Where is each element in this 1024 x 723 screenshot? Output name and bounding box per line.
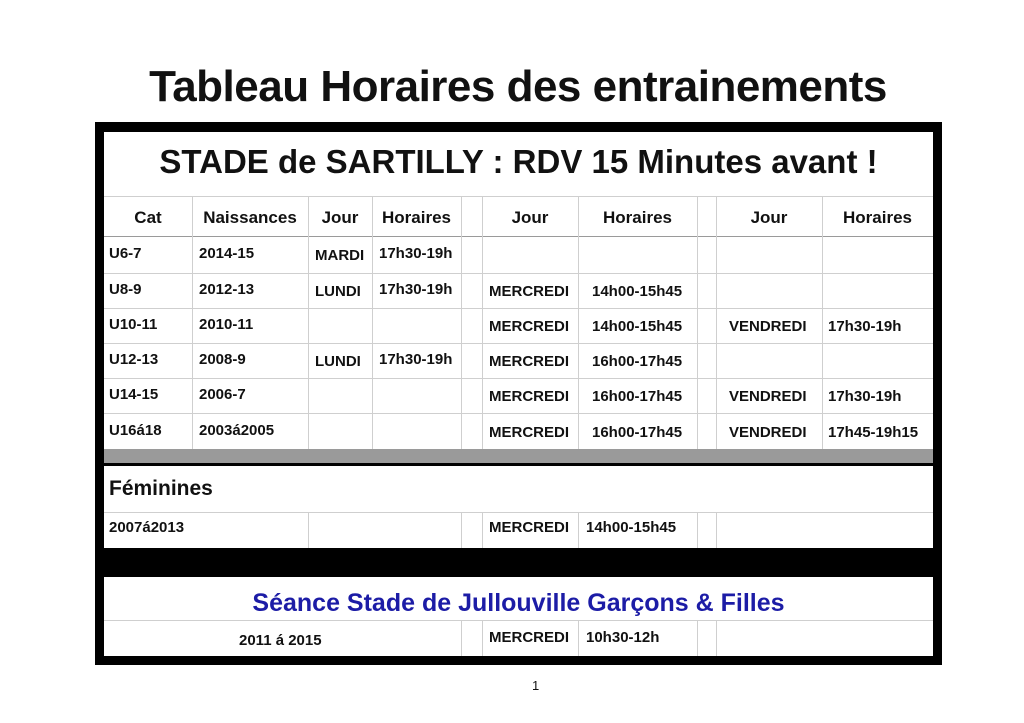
divider: [308, 196, 309, 449]
divider: [697, 196, 698, 449]
divider: [104, 413, 933, 414]
header-jour-2: Jour: [511, 208, 549, 227]
divider: [104, 196, 933, 197]
row-horaires-2: 16h00-17h45: [592, 388, 683, 405]
row-jour-2: MERCREDI: [489, 388, 570, 405]
row-horaires-2: 14h00-15h45: [592, 283, 683, 300]
section-separator: [104, 449, 933, 463]
row-horaires-2: 14h00-15h45: [592, 318, 683, 335]
jullouville-jour: MERCREDI: [489, 629, 570, 646]
row-horaires-2: 16h00-17h45: [592, 424, 683, 441]
row-horaires-1: 17h30-19h: [379, 281, 453, 298]
row-naissances: 2008-9: [199, 351, 246, 368]
divider: [716, 620, 717, 656]
divider: [308, 512, 309, 548]
header-jour-3: Jour: [750, 208, 788, 227]
divider: [482, 512, 483, 548]
row-cat: U8-9: [109, 281, 142, 298]
header-horaires-2: Horaires: [603, 208, 672, 227]
divider: [104, 378, 933, 379]
row-jour-2: MERCREDI: [489, 353, 570, 370]
divider: [461, 196, 462, 449]
divider: [104, 512, 933, 513]
sartilly-panel: [104, 132, 933, 548]
row-cat: U12-13: [109, 351, 159, 368]
feminines-naissances: 2007á2013: [109, 519, 185, 536]
divider: [192, 196, 193, 449]
row-jour-2: MERCREDI: [489, 318, 570, 335]
jullouville-horaires: 10h30-12h: [586, 629, 660, 646]
divider: [697, 512, 698, 548]
divider: [104, 308, 933, 309]
row-naissances: 2012-13: [199, 281, 255, 298]
divider: [482, 196, 483, 449]
row-jour-1: LUNDI: [315, 283, 361, 300]
page-number: 1: [532, 678, 540, 693]
divider: [104, 273, 933, 274]
divider: [482, 620, 483, 656]
row-naissances: 2014-15: [199, 245, 255, 262]
row-horaires-3: 17h30-19h: [828, 388, 902, 405]
divider: [578, 196, 579, 449]
divider: [461, 620, 462, 656]
header-jour-1: Jour: [321, 208, 359, 227]
section-separator-line: [104, 463, 933, 466]
header-cat: Cat: [134, 208, 162, 227]
row-naissances: 2006-7: [199, 386, 246, 403]
header-naissances: Naissances: [203, 208, 297, 227]
divider: [372, 196, 373, 449]
row-naissances: 2003á2005: [199, 422, 275, 439]
divider: [716, 512, 717, 548]
stade-heading: STADE de SARTILLY : RDV 15 Minutes avant !: [159, 143, 878, 180]
row-naissances: 2010-11: [199, 316, 254, 333]
jullouville-naissances: 2011 á 2015: [239, 632, 322, 649]
divider: [822, 196, 823, 449]
divider: [697, 620, 698, 656]
divider: [104, 343, 933, 344]
row-jour-3: VENDREDI: [729, 424, 807, 441]
row-cat: U10-11: [109, 316, 158, 333]
row-jour-2: MERCREDI: [489, 424, 570, 441]
divider: [578, 512, 579, 548]
divider: [104, 620, 933, 621]
row-horaires-2: 16h00-17h45: [592, 353, 683, 370]
row-horaires-3: 17h45-19h15: [828, 424, 919, 441]
page-title: Tableau Horaires des entrainements: [149, 62, 887, 111]
row-cat: U6-7: [109, 245, 142, 262]
header-horaires-1: Horaires: [382, 208, 451, 227]
row-jour-3: VENDREDI: [729, 388, 807, 405]
row-jour-2: MERCREDI: [489, 283, 570, 300]
divider: [104, 236, 933, 237]
divider: [716, 196, 717, 449]
feminines-horaires: 14h00-15h45: [586, 519, 677, 536]
row-jour-1: LUNDI: [315, 353, 361, 370]
jullouville-title: Séance Stade de Jullouville Garçons & Filles: [252, 589, 785, 617]
row-horaires-1: 17h30-19h: [379, 245, 453, 262]
divider: [578, 620, 579, 656]
row-jour-3: VENDREDI: [729, 318, 807, 335]
row-cat: U16á18: [109, 422, 162, 439]
row-jour-1: MARDI: [315, 247, 365, 264]
row-horaires-1: 17h30-19h: [379, 351, 453, 368]
feminines-title: Féminines: [109, 477, 213, 500]
divider: [461, 512, 462, 548]
row-cat: U14-15: [109, 386, 159, 403]
feminines-jour: MERCREDI: [489, 519, 570, 536]
header-horaires-3: Horaires: [843, 208, 912, 227]
row-horaires-3: 17h30-19h: [828, 318, 902, 335]
